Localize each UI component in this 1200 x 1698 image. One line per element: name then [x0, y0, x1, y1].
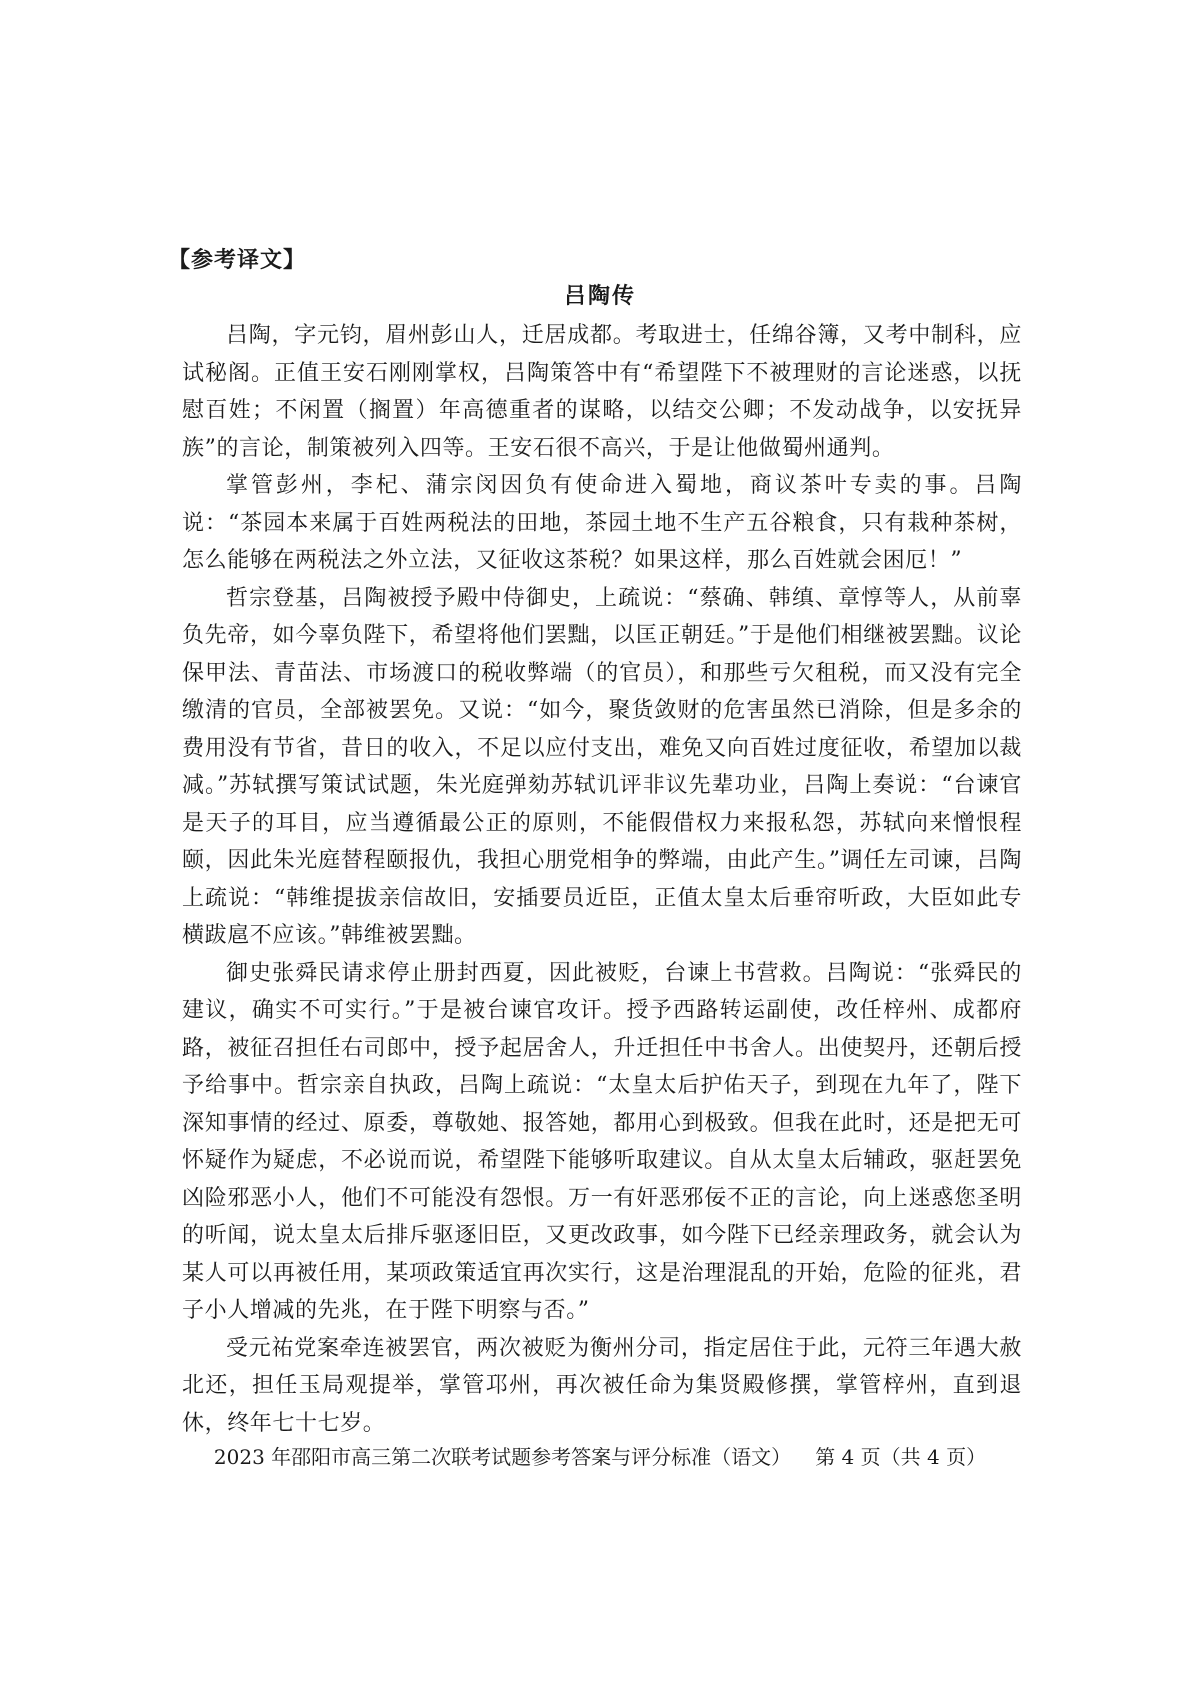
section-label: 【参考译文】	[168, 248, 307, 273]
footer-exam-title: 2023 年邵阳市高三第二次联考试题参考答案与评分标准（语文）	[213, 1445, 792, 1469]
page-footer	[0, 1443, 1200, 1471]
paragraph: 吕陶，字元钧，眉州彭山人，迁居成都。考取进士，任绵谷簿，又考中制科，应试秘阁。正值王安石刚刚掌权，吕陶策答中有“希望陛下不被理财的言论迷惑，以抚慰百姓；不闲置（搁置）年高德重者的谋略，以结交公卿；不发动战争，以安抚异族”的言论，制策被列入四等。王安石很不高兴，于是让他做蜀州通判。	[182, 323, 1022, 461]
footer-page-number: 第 4 页（共 4 页）	[815, 1445, 987, 1469]
translation-body	[182, 317, 1022, 1442]
paragraph: 受元祐党案牵连被罢官，两次被贬为衡州分司，指定居住于此，元符三年遇大赦北还，担任玉局观提举，掌管邛州，再次被任命为集贤殿修撰，掌管梓州，直到退休，终年七十七岁。	[182, 1335, 1022, 1436]
paragraph: 掌管彭州，李杞、蒲宗闵因负有使命进入蜀地，商议茶叶专卖的事。吕陶说：“茶园本来属于百姓两税法的田地，茶园土地不生产五谷粮食，只有栽种茶树，怎么能够在两税法之外立法，又征收这茶税？如果这样，那么百姓就会困厄！”	[182, 473, 1022, 573]
paragraph: 御史张舜民请求停止册封西夏，因此被贬，台谏上书营救。吕陶说：“张舜民的建议，确实不可实行。”于是被台谏官攻讦。授予西路转运副使，改任梓州、成都府路，被征召担任右司郎中，授予起居舍人，升迁担任中书舍人。出使契丹，还朝后授予给事中。哲宗亲自执政，吕陶上疏说：“太皇太后护佑天子，到现在九年了，陛下深知事情的经过、原委，尊敬她、报答她，都用心到极致。但我在此时，还是把无可怀疑作为疑虑，不必说而说，希望陛下能够听取建议。自从太皇太后辅政，驱赶罢免凶险邪恶小人，他们不可能没有怨恨。万一有奸恶邪佞不正的言论，向上迷惑您圣明的听闻，说太皇太后排斥驱逐旧臣，又更改政事，如今陛下已经亲理政务，就会认为某人可以再被任用，某项政策适宜再次实行，这是治理混乱的开始，危险的征兆，君子小人增减的先兆，在于陛下明察与否。”	[182, 960, 1022, 1323]
document-title: 吕陶传	[563, 284, 636, 309]
paragraph: 哲宗登基，吕陶被授予殿中侍御史，上疏说：“蔡确、韩缜、章惇等人，从前辜负先帝，如今辜负陛下，希望将他们罢黜，以匡正朝廷。”于是他们相继被罢黜。议论保甲法、青苗法、市场渡口的税收弊端（的官员），和那些亏欠租税，而又没有完全缴清的官员，全部被罢免。又说：“如今，聚货敛财的危害虽然已消除，但是多余的费用没有节省，昔日的收入，不足以应付支出，难免又向百姓过度征收，希望加以裁减。”苏轼撰写策试试题，朱光庭弹劾苏轼讥评非议先辈功业，吕陶上奏说：“台谏官是天子的耳目，应当遵循最公正的原则，不能假借权力来报私怨，苏轼向来憎恨程颐，因此朱光庭替程颐报仇，我担心朋党相争的弊端，由此产生。”调任左司谏，吕陶上疏说：“韩维提拔亲信故旧，安插要员近臣，正值太皇太后垂帘听政，大臣如此专横跋扈不应该。”韩维被罢黜。	[182, 585, 1022, 948]
